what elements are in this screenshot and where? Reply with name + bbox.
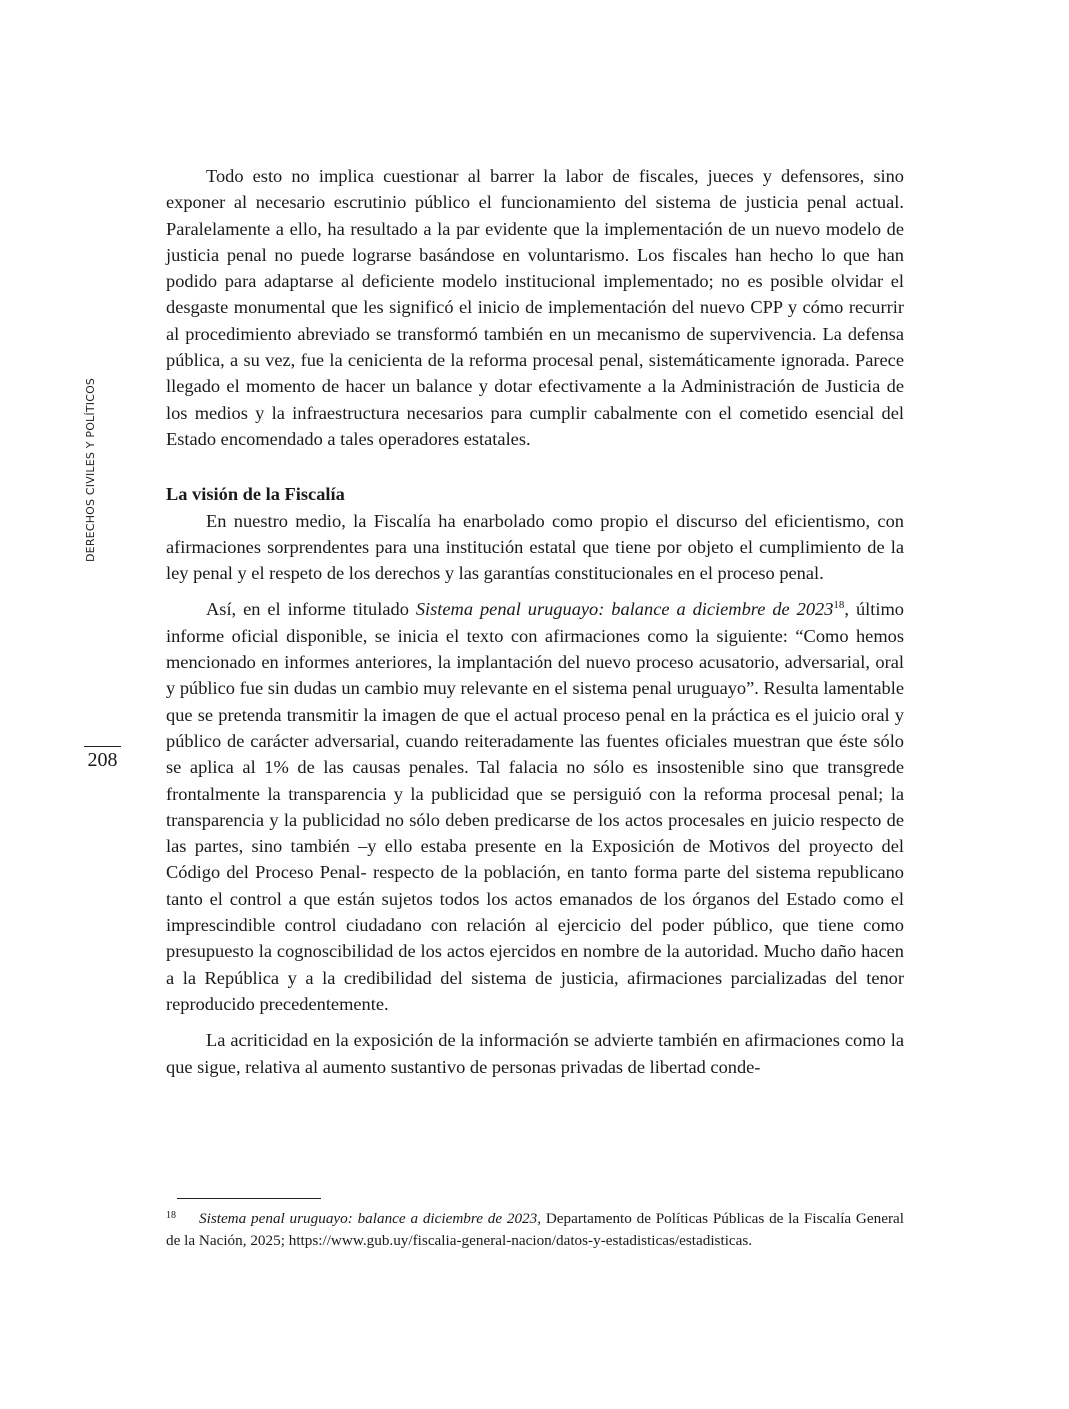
body-text — [166, 163, 904, 1080]
section-heading: La visión de la Fiscalía — [166, 484, 345, 505]
page-number-rule — [84, 746, 121, 747]
paragraph-2: En nuestro medio, la Fiscalía ha enarbolado como propio el discurso del eficientismo, con afirmaciones sorprendentes para una institución estatal que tiene por objeto el cumplimiento de la ley penal y el respeto de los derechos y las garantías constitucionales en el proceso penal. — [166, 510, 904, 584]
paragraph-4: La acriticidad en la exposición de la información se advierte también en afirmaciones como la que sigue, relativa al aumento sustantivo de personas privadas de libertad conde- — [166, 1030, 904, 1077]
paragraph-1: Todo esto no implica cuestionar al barrer la labor de fiscales, jueces y defensores, sino exponer al necesario escrutinio público el funcionamiento del sistema de justicia penal actual. Paralelamente a ello, ha resultado a la par evidente que la implementación de un nuevo modelo de justicia penal no puede lograrse basándose en voluntarismo. Los fiscales han hecho lo que han podido para adaptarse al deficiente modelo institucional implementado; no es posible olvidar el desgaste monumental que les significó el inicio de implementación del nuevo CPP y cómo recurrir al procedimiento abreviado se transformó también en un mecanismo de supervivencia. La defensa pública, a su vez, fue la cenicienta de la reforma procesal penal, sistemáticamente ignorada. Parece llegado el momento de hacer un balance y dotar efectivamente a la Administración de Justicia de los medios y la infraestructura necesarios para cumplir cabalmente con el cometido esencial del Estado encomendado a tales operadores estatales. — [166, 166, 904, 449]
paragraph-3 — [166, 596, 904, 1017]
paragraph-3-lead: Así, en el informe titulado — [206, 599, 416, 620]
page-number-block — [84, 746, 121, 772]
report-title: Sistema penal uruguayo: balance a diciembre de 2023 — [415, 599, 834, 620]
page-number: 208 — [87, 749, 118, 771]
footnote-separator — [177, 1198, 321, 1199]
footnote-reference[interactable]: 18 — [833, 599, 845, 612]
footnote-title: Sistema penal uruguayo: balance a diciembre de 2023 — [199, 1210, 538, 1227]
footnote-number: 18 — [166, 1210, 176, 1221]
footnote-18 — [166, 1205, 904, 1252]
footnote-text: , Departamento de Políticas Públicas de la Fiscalía General de la Nación, 2025; https://www.gub.uy/fiscalia-general-nacion/datos-y-estadisticas/estadisticas. — [166, 1210, 904, 1249]
paragraph-3-rest: , último informe oficial disponible, se inicia el texto con afirmaciones como la siguiente: “Como hemos mencionado en informes anteriores, la implantación del nuevo proceso acusatorio, adversarial, oral y público fue sin dudas un cambio muy relevante en el sistema penal uruguayo”. Resulta lamentable que se pretenda transmitir la imagen de que el actual proceso penal en la práctica es el juicio oral y público de carácter adversarial, cuando reiteradamente las fuentes oficiales muestran que éste sólo se aplica al 1% de las causas penales. Tal falacia no sólo es insostenible sino que transgrede frontalmente la transparencia y la publicidad que se persiguió con la reforma procesal penal; la transparencia y la publicidad no sólo deben predicarse de los actos procesales en juicio respecto de las partes, sino también –y ello estaba presente en la Exposición de Motivos del proyecto del Código del Proceso Penal- respecto de la población, en tanto forma parte del sistema republicano tanto el control a que están sujetos todos los actos emanados de los órganos del Estado como el imprescindible control ciudadano con relación al ejercicio del poder público, que tiene como presupuesto la cognoscibilidad de los actos ejercidos en nombre de la autoridad. Mucho daño hacen a la República y a la credibilidad del sistema de justicia, afirmaciones parcializadas del tenor reproducido precedentemente. — [166, 599, 904, 1014]
running-title: DERECHOS CIVILES Y POLÍTICOS — [84, 377, 97, 562]
